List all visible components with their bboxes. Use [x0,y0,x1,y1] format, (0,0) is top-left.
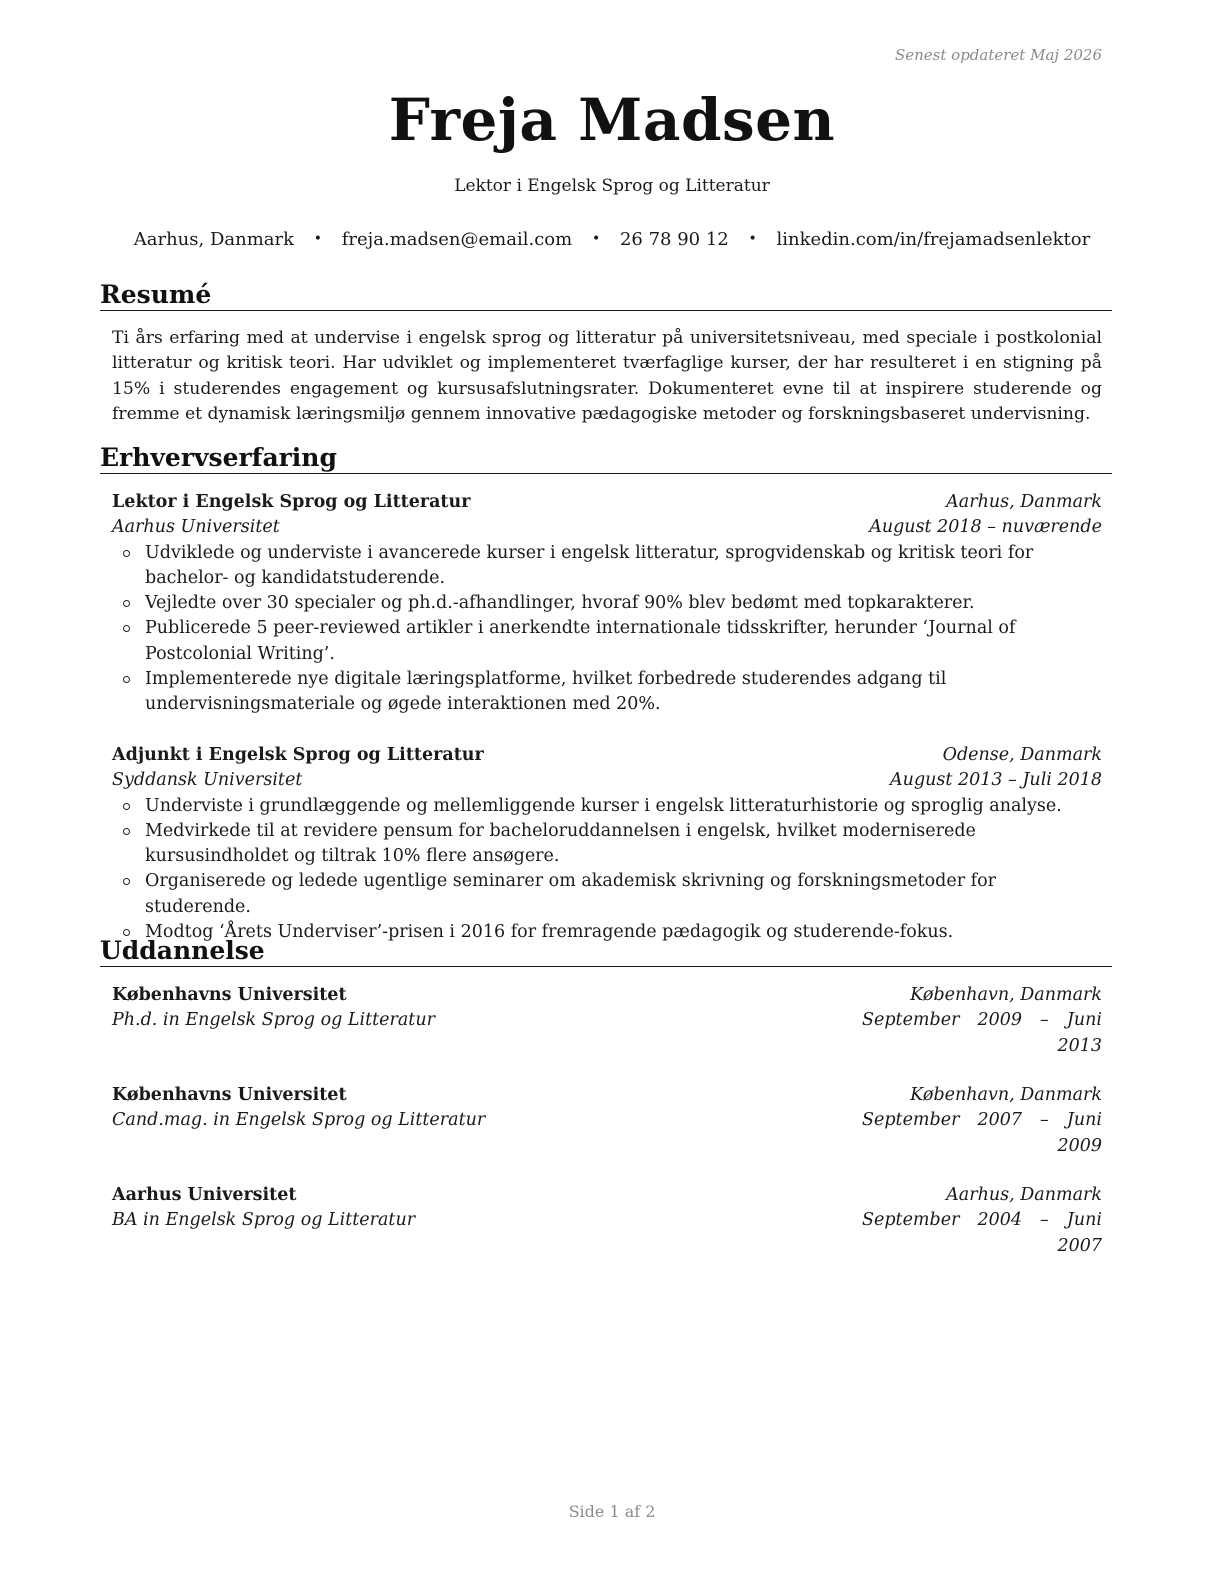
experience-entry [112,743,1102,945]
education-dates: September 2004 – Juni 2007 [862,1210,1102,1256]
job-role: Adjunkt i Engelsk Sprog og Litteratur [112,745,484,765]
list-item: Vejledte over 30 specialer og ph.d.-afhandlinger, hvoraf 90% blev bedømt med topkarakterer. [112,591,1102,616]
circle-bullet-icon [123,828,130,835]
page-number: Side 1 af 2 [568,1502,656,1521]
list-item: Underviste i grundlæggende og mellemliggende kurser i engelsk litteraturhistorie og sproglig analyse. [112,794,1102,819]
degree-name: BA in Engelsk Sprog og Litteratur [112,1210,416,1231]
job-organization: Aarhus Universitet [112,517,280,538]
contact-phone: 26 78 90 12 [619,229,729,250]
candidate-title: Lektor i Engelsk Sprog og Litteratur [454,176,770,196]
job-location: Aarhus, Danmark [946,492,1102,512]
job-location: Odense, Danmark [942,745,1102,765]
education-entry [112,1083,1102,1159]
list-item: Publicerede 5 peer-reviewed artikler i anerkendte internationale tidsskrifter, herunder ‘Journal of Postcolonial Writing’. [112,616,1102,667]
list-item: Organiserede og ledede ugentlige seminarer om akademisk skrivning og forskningsmetoder for studerende. [112,869,1102,920]
contact-linkedin[interactable]: linkedin.com/in/frejamadsenlektor [776,229,1091,250]
list-item: Udviklede og underviste i avancerede kurser i engelsk litteratur, sprogvidenskab og kritisk teori for bachelor- og kandidatstuderende. [112,541,1102,592]
school-name: Aarhus Universitet [112,1185,297,1205]
summary-text: Ti års erfaring med at undervise i engelsk sprog og litteratur på universitetsniveau, med speciale i postkolonial litteratur og kritisk teori. Har udviklet og implementeret tværfaglige kurser, der har resulteret i en stigning på 15% i studerendes engagement og kursusafslutningsrater. Dokumenteret evne til at inspirere studerende og fremme et dynamisk læringsmiljø gennem innovative pædagogiske metoder og forskningsbaseret undervisning. [112,328,1102,424]
education-entry [112,1183,1102,1259]
job-bullets [112,541,1102,718]
education-dates: September 2009 – Juni 2013 [862,1010,1102,1056]
degree-name: Ph.d. in Engelsk Sprog og Litteratur [112,1010,435,1031]
job-organization: Syddansk Universitet [112,770,303,791]
circle-bullet-icon [123,625,130,632]
bullet-separator: • [591,231,601,247]
circle-bullet-icon [123,550,130,557]
section-title-summary: Resumé [100,280,1112,311]
circle-bullet-icon [123,676,130,683]
last-updated: Senest opdateret Maj 2026 [894,46,1102,64]
section-title-education: Uddannelse [100,936,1112,967]
school-location: København, Danmark [910,1085,1102,1105]
school-location: København, Danmark [910,985,1102,1005]
contact-email[interactable]: freja.madsen@email.com [341,229,573,250]
bullet-separator: • [313,231,323,247]
school-location: Aarhus, Danmark [946,1185,1102,1205]
circle-bullet-icon [123,878,130,885]
experience-entry [112,490,1102,718]
degree-name: Cand.mag. in Engelsk Sprog og Litteratur [112,1110,486,1131]
job-role: Lektor i Engelsk Sprog og Litteratur [112,492,471,512]
education-dates: September 2007 – Juni 2009 [862,1110,1102,1156]
school-name: Københavns Universitet [112,1085,347,1105]
section-title-experience: Erhvervserfaring [100,443,1112,474]
candidate-name: Freja Madsen [388,86,836,154]
circle-bullet-icon [123,803,130,810]
job-dates: August 2018 – nuværende [869,517,1102,538]
education-entry [112,983,1102,1059]
bullet-separator: • [748,231,757,247]
job-dates: August 2013 – Juli 2018 [890,770,1102,791]
job-bullets [112,794,1102,946]
list-item: Medvirkede til at revidere pensum for bacheloruddannelsen i engelsk, hvilket moderniserede kursusindholdet og tiltrak 10% flere ansøgere. [112,819,1102,870]
school-name: Københavns Universitet [112,985,347,1005]
circle-bullet-icon [123,600,130,607]
contact-line [0,229,1224,250]
list-item: Modtog ‘Årets Underviser’-prisen i 2016 for fremragende pædagogik og studerende-fokus. [112,920,1102,945]
list-item: Implementerede nye digitale læringsplatforme, hvilket forbedrede studerendes adgang til undervisningsmateriale og øgede interaktionen med 20%. [112,667,1102,718]
contact-location: Aarhus, Danmark [133,229,295,250]
